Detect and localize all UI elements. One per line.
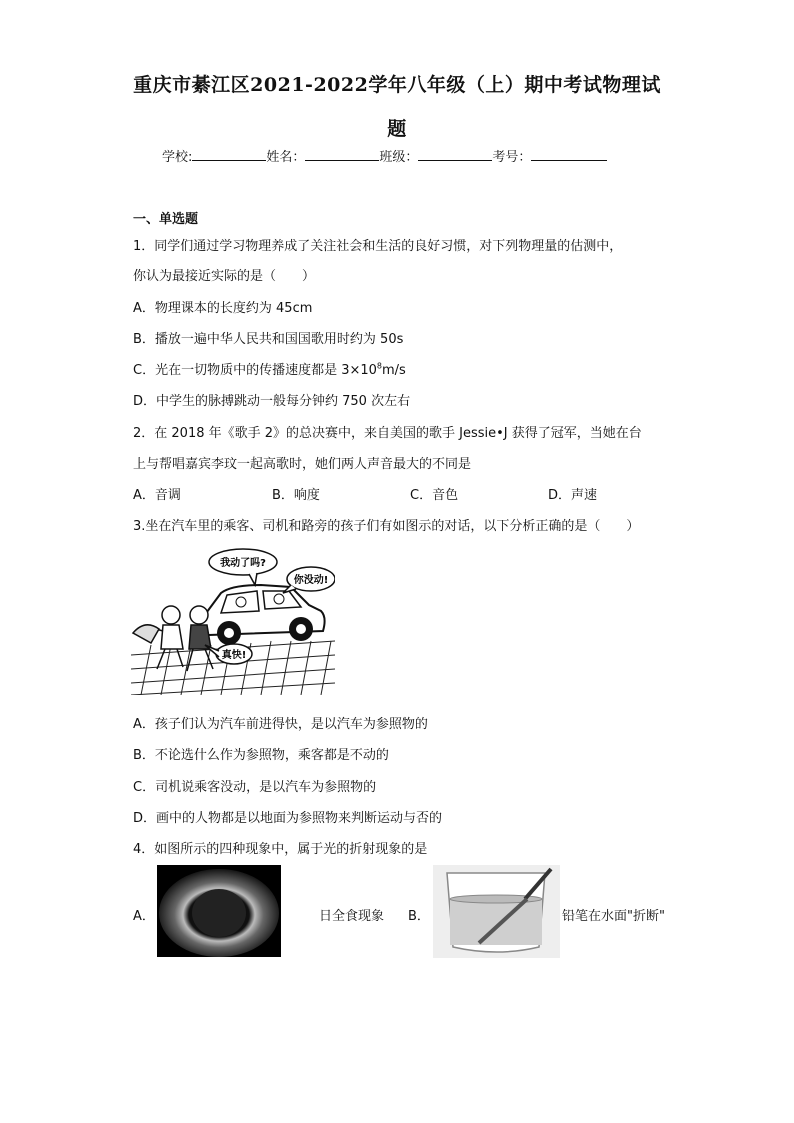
class-label: 班级： bbox=[379, 150, 419, 165]
q3-cartoon-image bbox=[131, 545, 335, 695]
exam-no-blank[interactable] bbox=[531, 148, 607, 161]
car-dialogue-illustration bbox=[131, 545, 335, 695]
q3-stem: 3.坐在汽车里的乘客、司机和路旁的孩子们有如图示的对话，以下分析正确的是（ ） bbox=[133, 519, 640, 534]
solar-eclipse-icon bbox=[157, 865, 281, 957]
class-blank[interactable] bbox=[418, 148, 492, 161]
school-blank[interactable] bbox=[192, 148, 266, 161]
q2-stem-line2: 上与帮唱嘉宾李玟一起高歌时，她们两人声音最大的不同是 bbox=[133, 457, 472, 472]
q1-option-b: B．播放一遍中华人民共和国国歌用时约为 50s bbox=[133, 332, 404, 347]
kids-figures bbox=[133, 606, 213, 671]
exam-title-line1: 重庆市綦江区2021-2022学年八年级（上）期中考试物理试 bbox=[133, 74, 661, 96]
q4-option-b-label: B． bbox=[408, 909, 430, 924]
exam-title-line2: 题 bbox=[387, 118, 407, 140]
q2-option-b: B．响度 bbox=[272, 488, 320, 503]
q3-option-c: C．司机说乘客没动，是以汽车为参照物的 bbox=[133, 780, 377, 795]
q1-option-c bbox=[133, 359, 406, 378]
q1-stem-line1: 1．同学们通过学习物理养成了关注社会和生活的良好习惯，对下列物理量的估测中， bbox=[133, 239, 623, 254]
q2-option-c: C．音色 bbox=[410, 488, 459, 503]
name-blank[interactable] bbox=[305, 148, 379, 161]
q4-solar-eclipse-image bbox=[157, 865, 281, 957]
q1-option-a: A．物理课本的长度约为 45cm bbox=[133, 301, 313, 316]
q3-option-a: A．孩子们认为汽车前进得快，是以汽车为参照物的 bbox=[133, 717, 428, 732]
q1-stem-line2: 你认为最接近实际的是（ ） bbox=[133, 269, 316, 284]
q2-stem-line1: 2．在 2018 年《歌手 2》的总决赛中，来自美国的歌手 Jessie•J 获得了冠军，当她在台 bbox=[133, 426, 642, 441]
exam-no-label: 考号： bbox=[492, 150, 532, 165]
q4-option-b-caption: 铅笔在水面"折断" bbox=[562, 909, 665, 924]
q2-option-a: A．音调 bbox=[133, 488, 181, 503]
pencil-in-glass-icon bbox=[433, 865, 560, 958]
q1-option-c-exponent: 8 bbox=[376, 361, 383, 371]
driver-bubble-text: 你没动! bbox=[293, 575, 329, 586]
q1-option-c-text: C．光在一切物质中的传播速度都是 3×10 bbox=[133, 363, 377, 378]
kids-bubble-text: 真快! bbox=[221, 650, 247, 661]
school-label: 学校: bbox=[162, 150, 193, 165]
section-heading: 一、单选题 bbox=[133, 212, 199, 227]
passenger-bubble-text: 我动了吗? bbox=[220, 558, 266, 569]
q4-option-a-caption: 日全食现象 bbox=[319, 909, 385, 924]
name-label: 姓名： bbox=[266, 150, 306, 165]
q1-option-c-unit: m/s bbox=[382, 363, 406, 378]
q4-stem: 4．如图所示的四种现象中，属于光的折射现象的是 bbox=[133, 842, 428, 857]
car-icon bbox=[200, 585, 325, 645]
q2-option-d: D．声速 bbox=[548, 488, 598, 503]
q3-option-d: D．画中的人物都是以地面为参照物来判断运动与否的 bbox=[133, 811, 443, 826]
q4-option-a-label: A． bbox=[133, 909, 155, 924]
student-info-line bbox=[162, 146, 607, 165]
q3-option-b: B．不论选什么作为参照物，乘客都是不动的 bbox=[133, 748, 389, 763]
q4-pencil-in-water-image bbox=[433, 865, 560, 958]
q1-option-d: D．中学生的脉搏跳动一般每分钟约 750 次左右 bbox=[133, 394, 411, 409]
